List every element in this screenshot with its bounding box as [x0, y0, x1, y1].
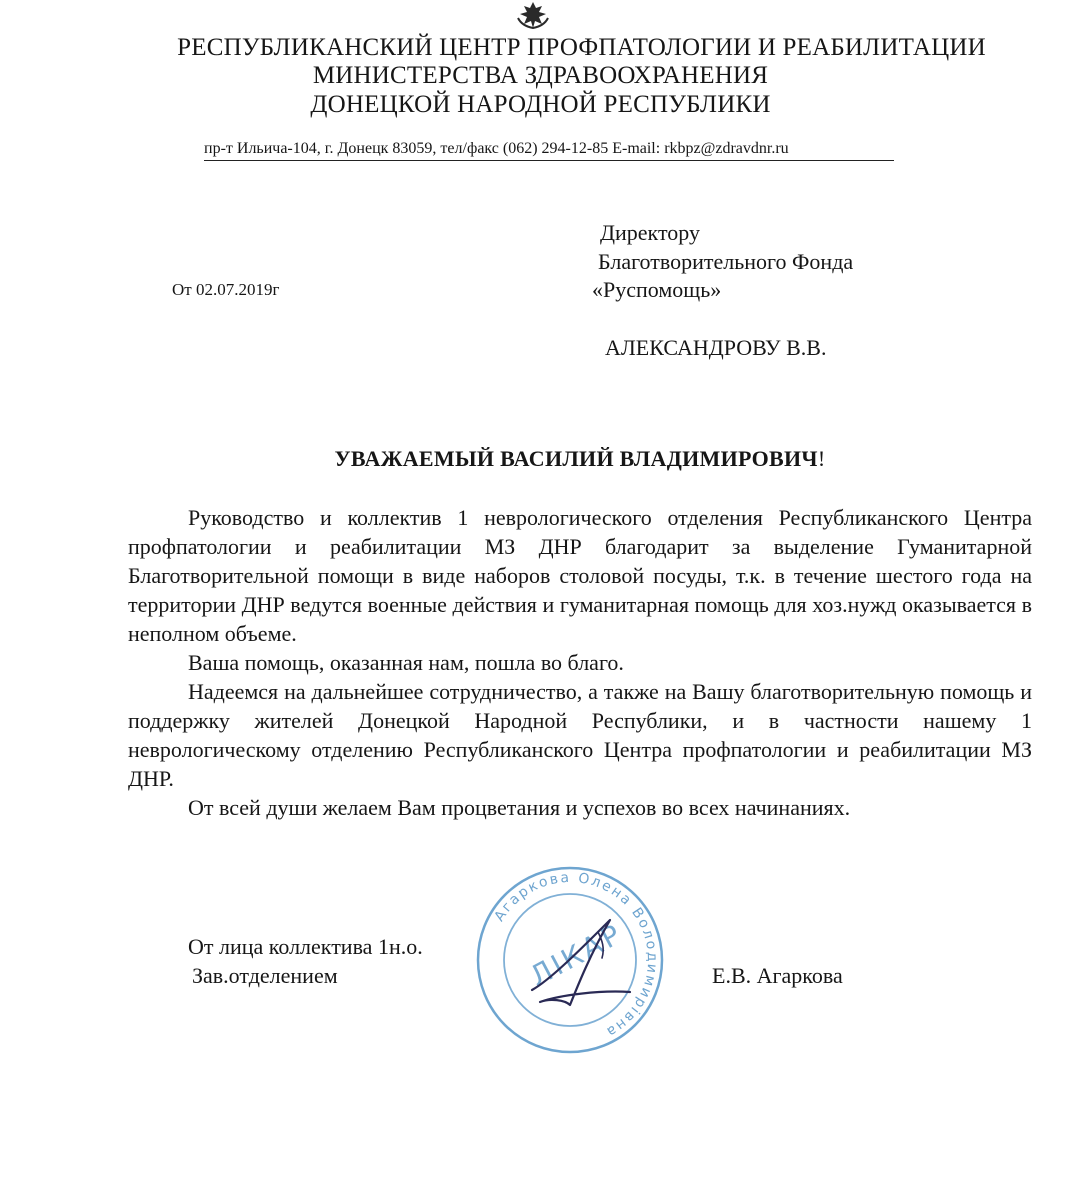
stamp-seal-icon	[470, 860, 670, 1060]
org-name-line3: ДОНЕЦКОЙ НАРОДНОЙ РЕСПУБЛИКИ	[310, 91, 771, 118]
body-paragraph-3: Надеемся на дальнейшее сотрудничество, а также на Вашу благотворительную помощь и поддержку жителей Донецкой Народной Республики, и в частности нашему 1 неврологическому отделению Республиканского Центра профпатологии и реабилитации МЗ ДНР.	[128, 679, 1032, 791]
salutation-punct: !	[817, 446, 826, 471]
letter-date: От 02.07.2019г	[172, 280, 280, 299]
body-paragraph-1: Руководство и коллектив 1 неврологического отделения Республиканского Центра профпатологии и реабилитации МЗ ДНР благодарит за выделение Гуманитарной Благотворительной помощи в виде наборов столовой посуды, т.к. в течение шестого года на территории ДНР ведутся военные действия и гуманитарная помощь для хоз.нужд оказывается в неполном объеме.	[128, 505, 1032, 646]
salutation-text: УВАЖАЕМЫЙ ВАСИЛИЙ ВЛАДИМИРОВИЧ	[334, 446, 818, 471]
org-name-line1: РЕСПУБЛИКАНСКИЙ ЦЕНТР ПРОФПАТОЛОГИИ И РЕАБИЛИТАЦИИ	[177, 34, 986, 61]
svg-text:Агаркова Олена Володимирівна: Агаркова Олена Володимирівна	[491, 869, 661, 1041]
salutation	[0, 446, 1091, 472]
org-address: пр-т Ильича-104, г. Донецк 83059, тел/факс (062) 294-12-85 E-mail: rkbpz@zdravdnr.ru	[204, 138, 894, 161]
emblem-icon	[508, 0, 558, 30]
body-paragraph-4: От всей души желаем Вам процветания и успехов во всех начинаниях.	[188, 795, 851, 820]
addressee-organization-name: «Руспомощь»	[592, 277, 722, 302]
letter-body	[128, 503, 1032, 822]
addressee-organization: Благотворительного Фонда	[598, 249, 854, 274]
org-name-line2: МИНИСТЕРСТВА ЗДРАВООХРАНЕНИЯ	[312, 62, 769, 89]
signature-on-behalf: От лица коллектива 1н.о.	[188, 934, 423, 959]
addressee-position: Директору	[600, 220, 700, 245]
signature-title: Зав.отделением	[192, 963, 338, 988]
signature-name: Е.В. Агаркова	[712, 963, 843, 988]
svg-text:ЛІКАР: ЛІКАР	[524, 916, 629, 993]
body-paragraph-2: Ваша помощь, оказанная нам, пошла во благо.	[188, 650, 624, 675]
addressee-name: АЛЕКСАНДРОВУ В.В.	[605, 335, 827, 360]
